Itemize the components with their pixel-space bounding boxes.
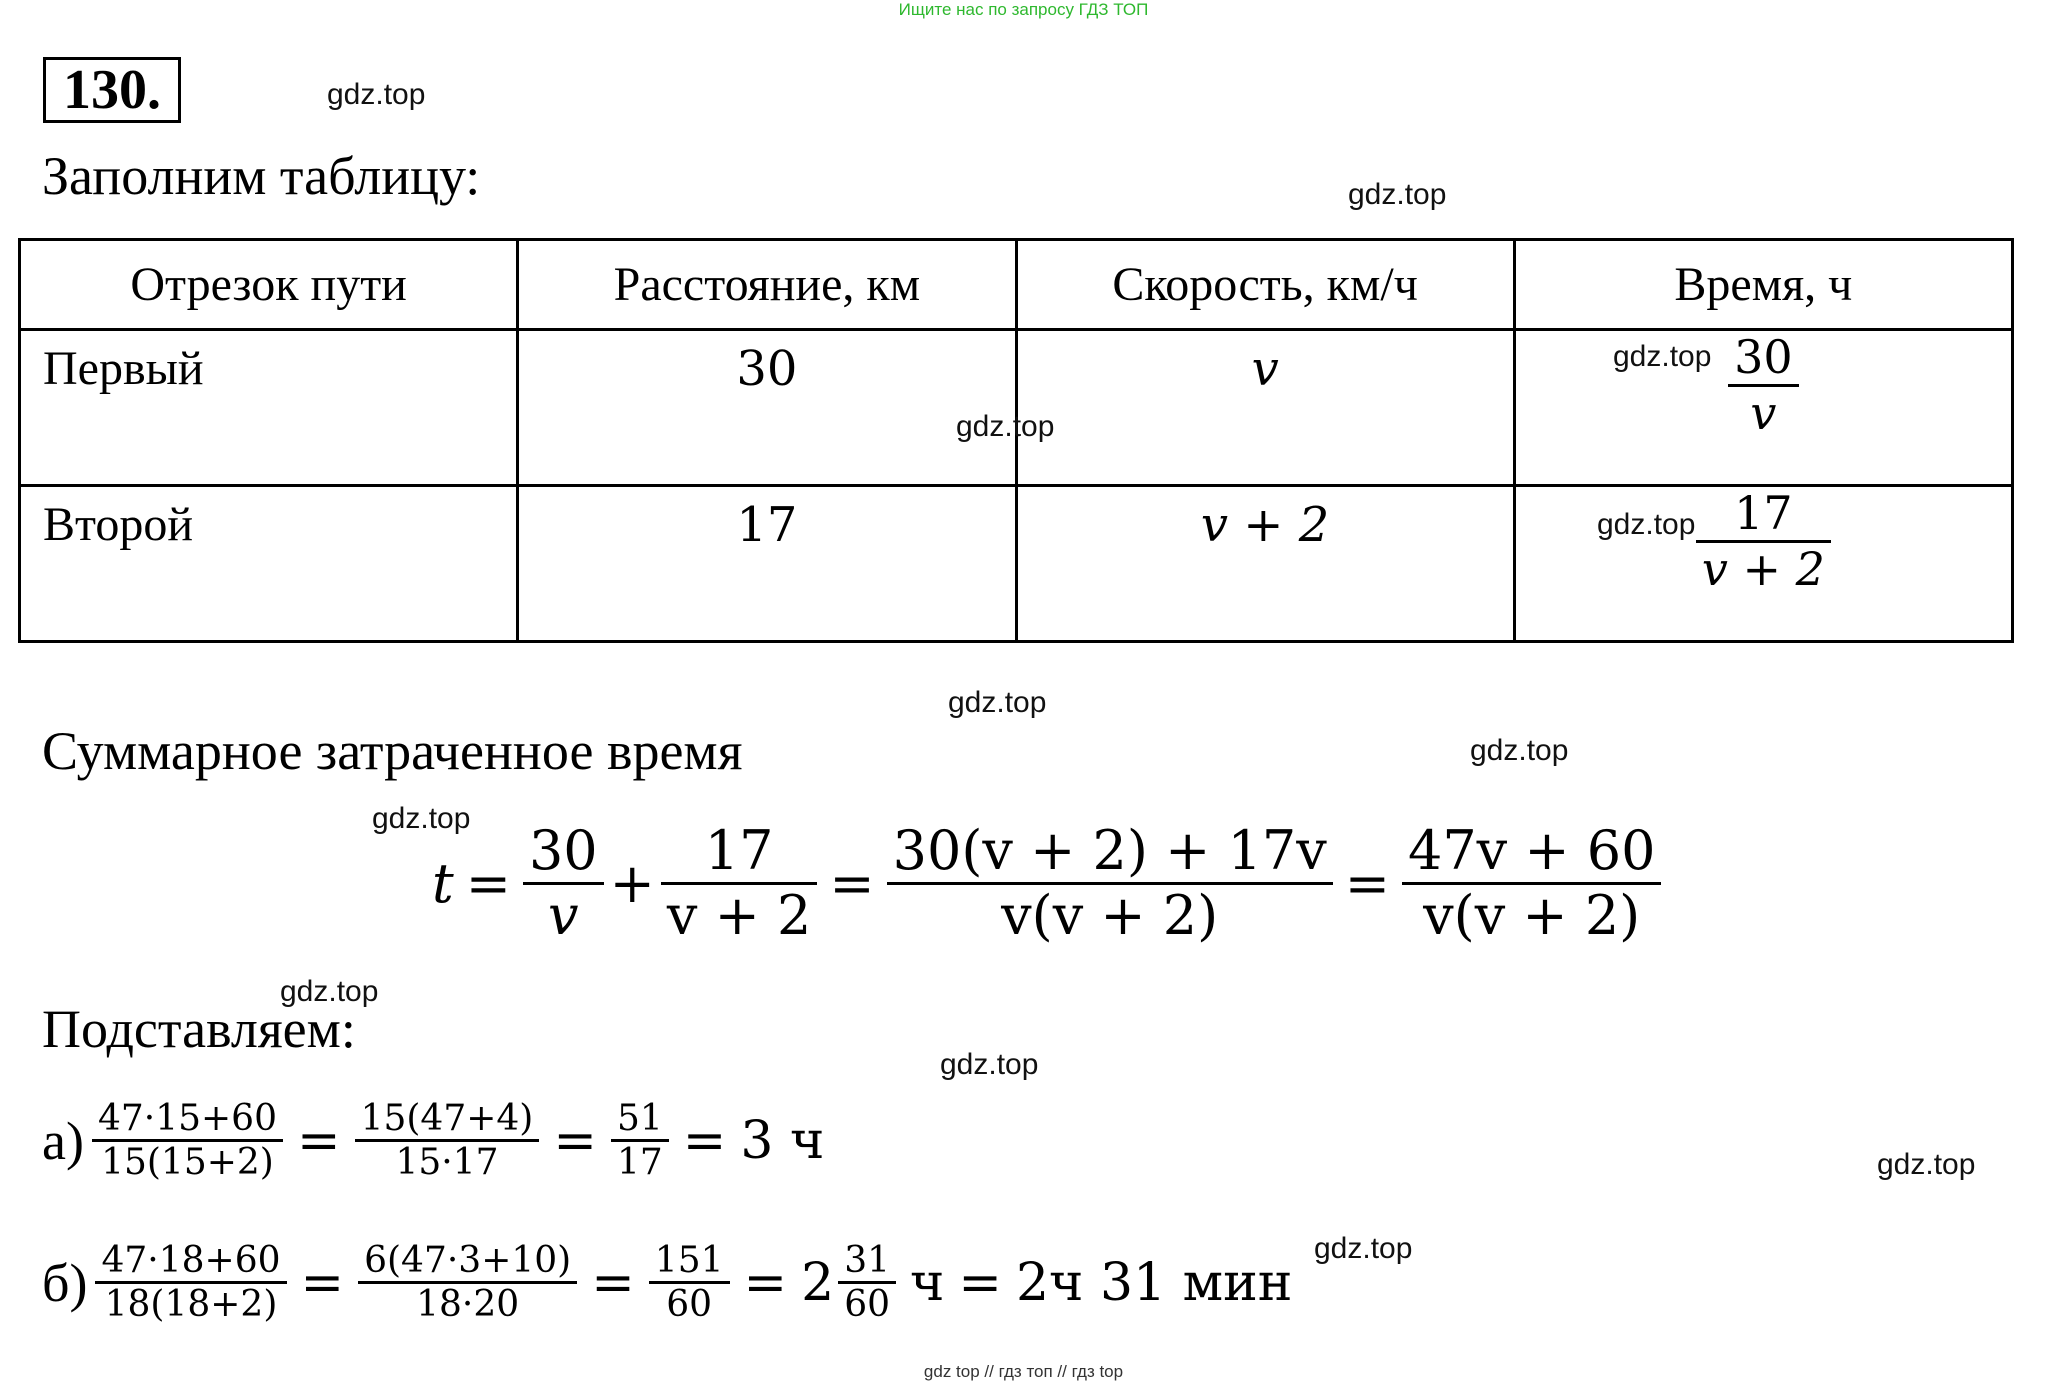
denominator: v	[548, 884, 579, 948]
time-fraction	[1696, 487, 1831, 596]
table-row	[20, 486, 2013, 642]
watermark: gdz.top	[956, 410, 1055, 443]
cell-time	[1514, 486, 2012, 642]
numerator: 151	[654, 1240, 724, 1281]
substitute-label: Подставляем:	[42, 999, 356, 1059]
case-a-result: 3 ч	[740, 1110, 825, 1171]
watermark: gdz.top	[1470, 734, 1569, 767]
cell-distance: 17	[518, 486, 1016, 642]
equals-sign: =	[682, 1110, 727, 1171]
denominator: 15(15+2)	[101, 1142, 274, 1184]
fraction	[611, 1098, 669, 1184]
fraction	[92, 1098, 283, 1184]
case-b-equation	[42, 1240, 1292, 1326]
table-header-row	[20, 240, 2013, 330]
header-distance: Расстояние, км	[518, 240, 1016, 330]
cell-segment: Первый	[20, 330, 518, 486]
fraction	[523, 820, 604, 947]
fraction	[355, 1098, 540, 1184]
bottom-banner: gdz top // гдз топ // гдз top	[923, 1362, 1124, 1381]
cell-distance: 30	[518, 330, 1016, 486]
denominator: 60	[844, 1284, 890, 1326]
case-b-result: 2ч 31 мин	[1015, 1252, 1293, 1313]
fraction	[1402, 820, 1662, 947]
watermark: gdz.top	[1314, 1232, 1413, 1265]
time-denominator: v + 2	[1701, 541, 1825, 596]
cell-segment: Второй	[20, 486, 518, 642]
denominator: 18·20	[416, 1284, 520, 1326]
denominator: 15·17	[395, 1142, 499, 1184]
numerator: 47·15+60	[97, 1098, 277, 1139]
watermark: gdz.top	[280, 975, 379, 1008]
numerator: 15(47+4)	[360, 1098, 534, 1139]
equals-sign: =	[297, 1110, 341, 1171]
denominator: v(v + 2)	[1001, 884, 1219, 948]
denominator: v + 2	[666, 884, 812, 948]
equals-sign: =	[300, 1252, 345, 1313]
numerator: 51	[616, 1098, 663, 1139]
problem-number: 130.	[43, 57, 181, 123]
time-numerator: 17	[1734, 486, 1793, 540]
equals-sign: =	[958, 1252, 1002, 1313]
numerator: 6(47·3+10)	[364, 1240, 572, 1281]
header-speed: Скорость, км/ч	[1016, 240, 1514, 330]
numerator: 31	[844, 1240, 890, 1281]
watermark: gdz.top	[327, 78, 426, 111]
watermark: gdz.top	[1597, 508, 1696, 541]
cell-speed: v + 2	[1016, 486, 1514, 642]
case-b-label: б)	[42, 1252, 88, 1313]
equals-sign: =	[1344, 852, 1390, 916]
watermark: gdz.top	[940, 1048, 1039, 1081]
denominator: 18(18+2)	[104, 1284, 278, 1326]
cell-time	[1514, 330, 2012, 486]
formula-lhs: t	[432, 852, 454, 916]
case-a-equation	[42, 1098, 824, 1184]
mixed-whole: 2	[801, 1252, 835, 1313]
mixed-fraction	[838, 1240, 896, 1326]
equals-sign: =	[743, 1252, 788, 1313]
watermark: gdz.top	[372, 802, 471, 835]
total-time-formula	[432, 820, 1661, 947]
header-segment: Отрезок пути	[20, 240, 518, 330]
fraction	[649, 1240, 730, 1326]
header-time: Время, ч	[1514, 240, 2012, 330]
top-banner: Ищите нас по запросу ГДЗ ТОП	[898, 0, 1149, 19]
numerator: 30	[528, 819, 598, 882]
plus-sign: +	[609, 852, 655, 916]
fraction	[95, 1240, 286, 1326]
watermark: gdz.top	[1877, 1148, 1976, 1181]
equals-sign: =	[591, 1252, 635, 1313]
time-fraction	[1728, 331, 1799, 440]
denominator: 17	[616, 1142, 663, 1184]
fraction	[358, 1240, 577, 1326]
watermark: gdz.top	[1613, 340, 1712, 373]
cell-speed: v	[1016, 330, 1514, 486]
total-time-label: Суммарное затраченное время	[42, 721, 743, 781]
case-a-label: а)	[42, 1110, 84, 1171]
fraction	[887, 820, 1333, 947]
numerator: 47·18+60	[101, 1240, 281, 1281]
time-numerator: 30	[1734, 330, 1793, 384]
unit-hours: ч	[910, 1252, 945, 1313]
numerator: 47v + 60	[1407, 819, 1656, 882]
equals-sign: =	[829, 852, 875, 916]
time-denominator: v	[1750, 385, 1777, 440]
equals-sign: =	[465, 852, 511, 916]
intro-heading: Заполним таблицу:	[42, 146, 481, 206]
denominator: 60	[666, 1284, 713, 1326]
watermark: gdz.top	[1348, 178, 1447, 211]
denominator: v(v + 2)	[1423, 884, 1641, 948]
numerator: 30(v + 2) + 17v	[892, 819, 1327, 882]
table-row	[20, 330, 2013, 486]
numerator: 17	[704, 819, 774, 882]
fraction	[661, 820, 817, 947]
watermark: gdz.top	[948, 686, 1047, 719]
equals-sign: =	[553, 1110, 597, 1171]
